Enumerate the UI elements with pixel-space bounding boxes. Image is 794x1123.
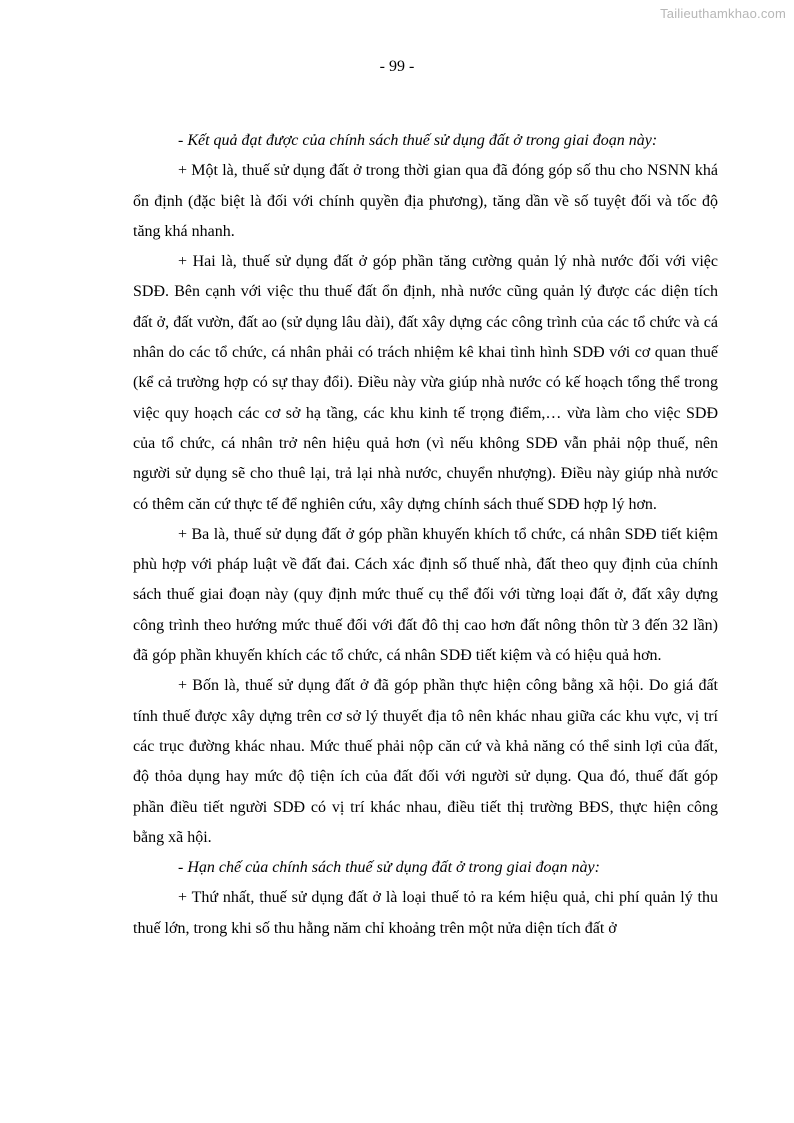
paragraph-point-four: + Bốn là, thuế sử dụng đất ở đã góp phần thực hiện công bằng xã hội. Do giá đất tính thuế được xây dựng trên cơ sở lý thuyết địa tô nên khác nhau giữa các khu vực, vị trí các trục đường khác nhau. Mức thuế phải nộp căn cứ và khả năng có thể sinh lợi của đất, độ thỏa dụng hay mức độ tiện ích của đất đối với người sử dụng. Qua đó, thuế đất góp phần điều tiết người SDĐ có vị trí khác nhau, điều tiết thị trường BĐS, thực hiện công bằng xã hội.	[133, 677, 718, 846]
section-heading-limitations: - Hạn chế của chính sách thuế sử dụng đất ở trong giai đoạn này:	[178, 859, 600, 877]
section-heading-results: - Kết quả đạt được của chính sách thuế sử dụng đất ở trong giai đoạn này:	[178, 132, 658, 149]
watermark-text: Tailieuthamkhao.com	[660, 6, 786, 21]
paragraph-limitation-one: + Thứ nhất, thuế sử dụng đất ở là loại thuế tỏ ra kém hiệu quả, chi phí quản lý thu thuế lớn, trong khi số thu hằng năm chỉ khoảng trên một nửa diện tích đất ở	[133, 889, 718, 937]
paragraph-point-one: + Một là, thuế sử dụng đất ở trong thời gian qua đã đóng góp số thu cho NSNN khá ổn định (đặc biệt là đối với chính quyền địa phương), tăng dần về số tuyệt đối và tốc độ tăng khá nhanh.	[133, 162, 718, 240]
paragraph-point-three: + Ba là, thuế sử dụng đất ở góp phần khuyến khích tổ chức, cá nhân SDĐ tiết kiệm phù hợp với pháp luật về đất đai. Cách xác định số thuế nhà, đất theo quy định của chính sách thuế giai đoạn này (quy định mức thuế cụ thể đối với từng loại đất ở, đất xây dựng công trình theo hướng mức thuế đối với đất đô thị cao hơn đất nông thôn từ 3 đến 32 lần) đã góp phần khuyến khích các tổ chức, cá nhân SDĐ tiết kiệm và có hiệu quả hơn.	[133, 525, 718, 665]
paragraph-point-two: + Hai là, thuế sử dụng đất ở góp phần tăng cường quản lý nhà nước đối với việc SDĐ. Bên cạnh với việc thu thuế đất ổn định, nhà nước cũng quản lý được các diện tích đất ở, đất vườn, đất ao (sử dụng lâu dài), đất xây dựng các công trình của các tổ chức và cá nhân do các tổ chức, cá nhân phải có trách nhiệm kê khai tình hình SDĐ với cơ quan thuế (kể cả trường hợp có sự thay đổi). Điều này vừa giúp nhà nước có kế hoạch tổng thể trong việc quy hoạch các cơ sở hạ tầng, các khu kinh tế trọng điểm,… vừa làm cho việc SDĐ của tổ chức, cá nhân trở nên hiệu quả hơn (vì nếu không SDĐ vẫn phải nộp thuế, nên người sử dụng sẽ cho thuê lại, trả lại nhà nước, chuyển nhượng). Điều này giúp nhà nước có thêm căn cứ thực tế để nghiên cứu, xây dựng chính sách thuế SDĐ hợp lý hơn.	[133, 253, 718, 513]
page-number: - 99 -	[379, 58, 415, 75]
document-body	[133, 126, 718, 944]
